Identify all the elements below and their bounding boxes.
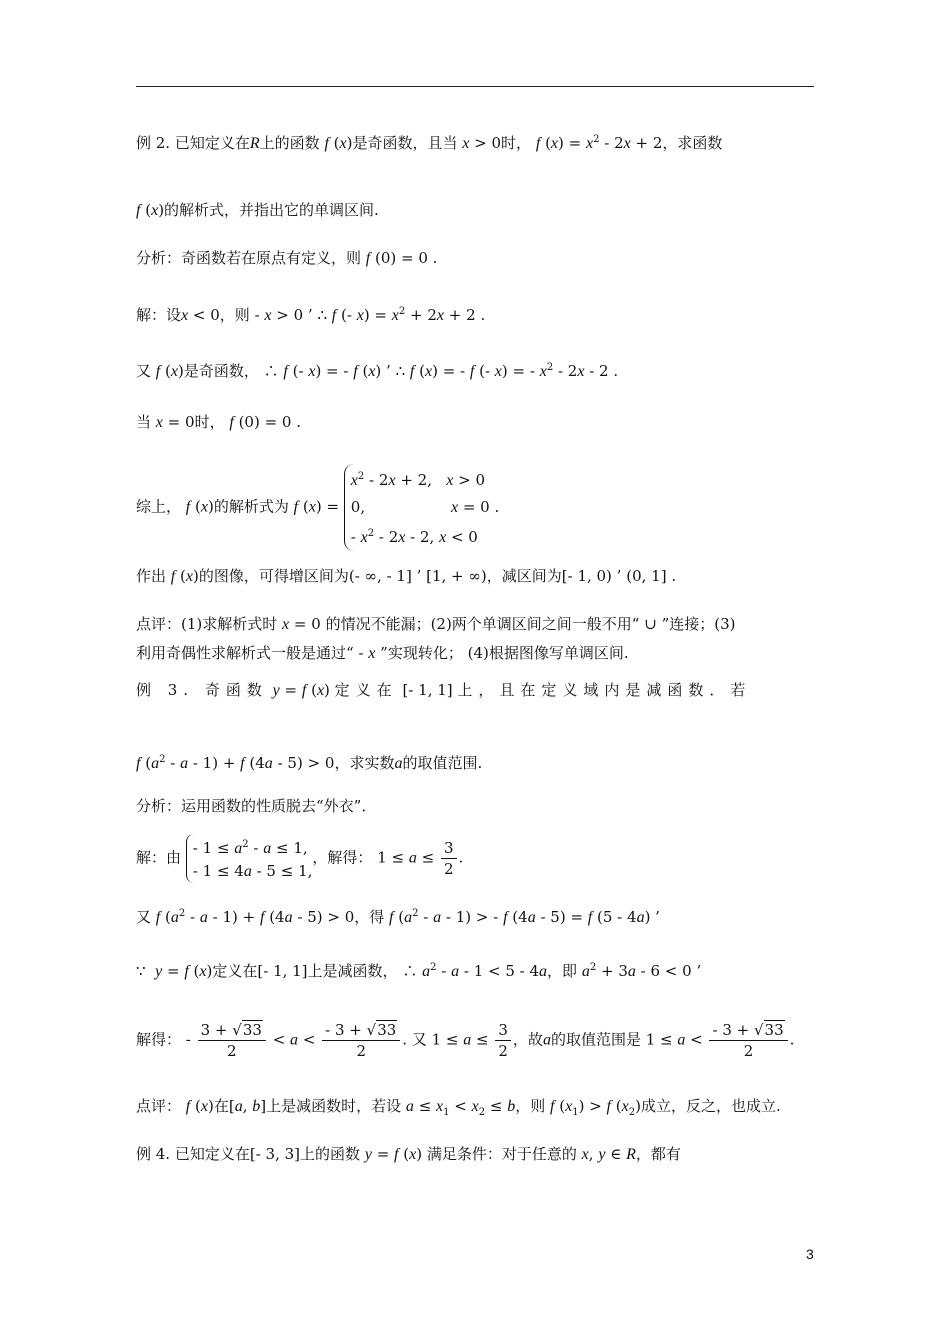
example-4-line-1: 例 4. 已知定义在[- 3, 3]上的函数 y = f (x) 满足条件：对于任意的 x, y ∈ R，都有 <box>136 1145 681 1163</box>
example-2-solution-1: 解：设x < 0，则 - x > 0 ’ ∴ f (- $x) = x^2 + 2x + 2$ . <box>136 306 486 324</box>
example-2-line-1: 例 2. 已知定义在R上的函数 f (x)是奇函数，且当 x > 0时， f $(x) = x^2 - 2x + 2$，求函数 <box>136 134 723 152</box>
example-2-line-2: f (x)的解析式，并指出它的单调区间. <box>136 201 379 219</box>
example-2-comment-1: 点评：(1)求解析式时 x = 0 的情况不能漏；(2)两个单调区间之间一般不用“ ∪ ”连接；(3) <box>136 615 736 633</box>
inequality-system-brace: - $1 \le a^2 - a \le 1$, - 1 ≤ 4a - 5 ≤ 1, <box>186 834 313 883</box>
example-3-solution-1: 解：由 - $1 \le a^2 - a \le 1$, - 1 ≤ 4a - 5 ≤ 1, ，解得： 1 ≤ a ≤ $\frac{3}{2}$ . <box>136 834 816 883</box>
example-2-summary: 综上， f (x)的解析式为 f (x) = $x^2 - 2x + 2$, x > 0 0, x = 0 . - $x^2 - 2x - 2$, x < 0 <box>136 464 816 551</box>
example-3-line-2: f $(a^2 - a - 1) + f$ (4a - 5) > 0，求实数a的取值范围. <box>136 754 483 772</box>
example-3-solution-4: 解得： - $\frac{3 + √33}{2}$ < a < $\frac{- 3 + √33}{2}$ . 又 1 ≤ a ≤ $\frac{3}{2}$ ，故a的取值范围是 1 ≤ a < $\frac{- 3 + √33}{2}$ . <box>136 1021 795 1060</box>
example-2-solution-2: 又 f (x)是奇函数， ∴ f (- x) = - f (x) ’ ∴ f (x) = - f (- x) = - $x^2 - 2x - 2$ . <box>136 362 619 380</box>
example-2-comment-2: 利用奇偶性求解析式一般是通过“ - x ”实现转化； (4)根据图像写单调区间. <box>136 644 629 662</box>
example-2-analysis: 分析：奇函数若在原点有定义，则 f (0) = 0 . <box>136 249 438 267</box>
example-3-line-1: 例 3. 奇函数 y = f (x) 定义在 [- 1, 1] 上，且在定义域内是减函数．若 <box>136 681 752 699</box>
example-3-comment: 点评： f (x)在[a, b]上是减函数时，若设 $a \le x_1 < x_2 \le b$，则 f $(x_1) > f$ $(x_2)$成立，反之，也成立. <box>136 1097 781 1118</box>
example-3-solution-3: ∵ y = f (x)定义在[- 1, 1]上是减函数， ∴ $a^2 - a - 1 < 5 - 4a$，即 $a^2 + 3a - 6 < 0$ ’ <box>136 962 702 980</box>
example-3-solution-2: 又 f $(a^2 - a - 1) + f$ (4a - 5) > 0，得 f ($a^2$ - a - 1) > - f (4a - 5) = f (5 - 4a) ’ <box>136 908 660 926</box>
page-number: 3 <box>806 1246 814 1262</box>
example-2-intervals: 作出 f (x)的图像，可得增区间为(- ∞, - 1] ’ [1, + ∞)，减区间为[- 1, 0) ’ (0, 1] . <box>136 567 677 585</box>
example-2-solution-3: 当 x = 0时， f (0) = 0 . <box>136 413 302 431</box>
header-rule <box>136 86 814 87</box>
example-3-analysis: 分析：运用函数的性质脱去“外衣”． <box>136 797 377 815</box>
piecewise-brace: $x^2 - 2x + 2$, x > 0 0, x = 0 . - $x^2 - 2x - 2$, x < 0 <box>344 464 499 551</box>
